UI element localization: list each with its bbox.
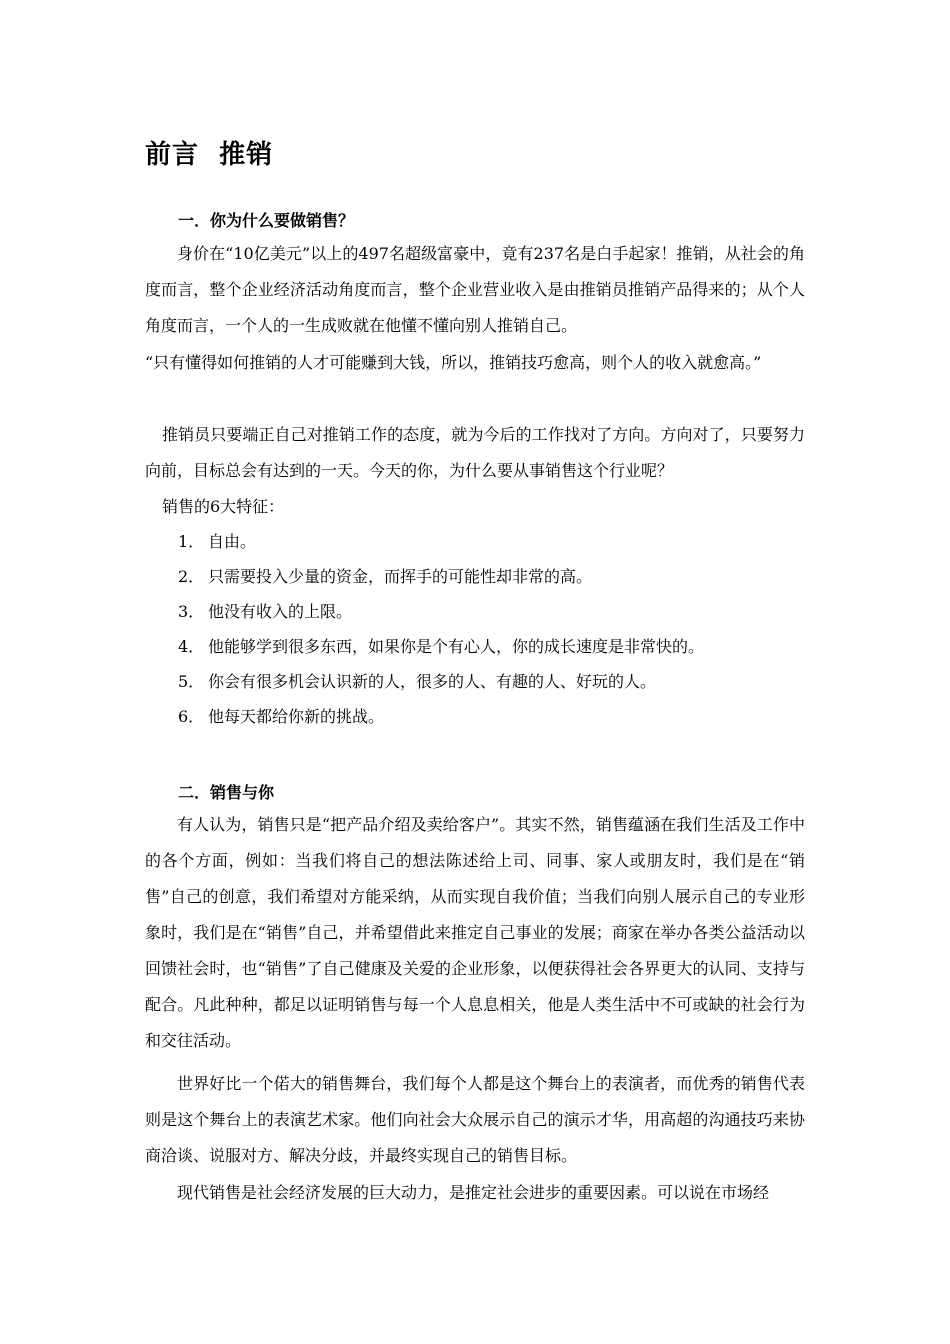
section-heading-1: 一．你为什么要做销售？ [178, 211, 355, 230]
list-item: 1． 自由。 [178, 532, 257, 551]
list-item: 4． 他能够学到很多东西，如果你是个有心人，你的成长速度是非常快的。 [178, 637, 705, 656]
paragraph: “只有懂得如何推销的人才可能赚到大钱，所以，推销技巧愈高，则个人的收入就愈高。” [145, 353, 762, 372]
paragraph: 推销员只要端正自己对推销工作的态度，就为今后的工作找对了方向。方向对了，只要努力向前，目标总会有达到的一天。今天的你，为什么要从事销售这个行业呢？ [145, 425, 805, 480]
paragraph: 现代销售是社会经济发展的巨大动力，是推定社会进步的重要因素。可以说在市场经 [177, 1183, 770, 1202]
list-item: 5． 你会有很多机会认识新的人，很多的人、有趣的人、好玩的人。 [178, 672, 657, 691]
section-heading-2: 二．销售与你 [178, 783, 275, 802]
paragraph: 世界好比一个偌大的销售舞台，我们每个人都是这个舞台上的表演者，而优秀的销售代表则是这个舞台上的表演艺术家。他们向社会大众展示自己的演示才华，用高超的沟通技巧来协商洽谈、说服对方、解决分歧，并最终实现自己的销售目标。 [145, 1074, 805, 1165]
list-item: 6． 他每天都给你新的挑战。 [178, 707, 385, 726]
list-item: 3． 他没有收入的上限。 [178, 602, 353, 621]
page-title: 前言 推销 [145, 140, 274, 170]
list-item: 2． 只需要投入少量的资金，而挥手的可能性却非常的高。 [178, 567, 593, 586]
feature-list [178, 524, 704, 734]
paragraph: 销售的6大特征： [162, 497, 285, 516]
paragraph: 有人认为，销售只是“把产品介绍及卖给客户”。其实不然，销售蕴涵在我们生活及工作中的各个方面，例如：当我们将自己的想法陈述给上司、同事、家人或朋友时，我们是在“销售”自己的创意，我们希望对方能采纳，从而实现自我价值；当我们向别人展示自己的专业形象时，我们是在“销售”自己，并希望借此来推定自己事业的发展；商家在举办各类公益活动以回馈社会时，也“销售”了自己健康及关爱的企业形象，以便获得社会各界更大的认同、支持与配合。凡此种种，都足以证明销售与每一个人息息相关，他是人类生活中不可或缺的社会行为和交往活动。 [145, 815, 805, 1050]
paragraph: 身价在“10亿美元”以上的497名超级富豪中，竟有237名是白手起家！推销，从社会的角度而言，整个企业经济活动角度而言，整个企业营业收入是由推销员推销产品得来的；从个人角度而言，一个人的一生成败就在他懂不懂向别人推销自己。 [145, 244, 805, 335]
